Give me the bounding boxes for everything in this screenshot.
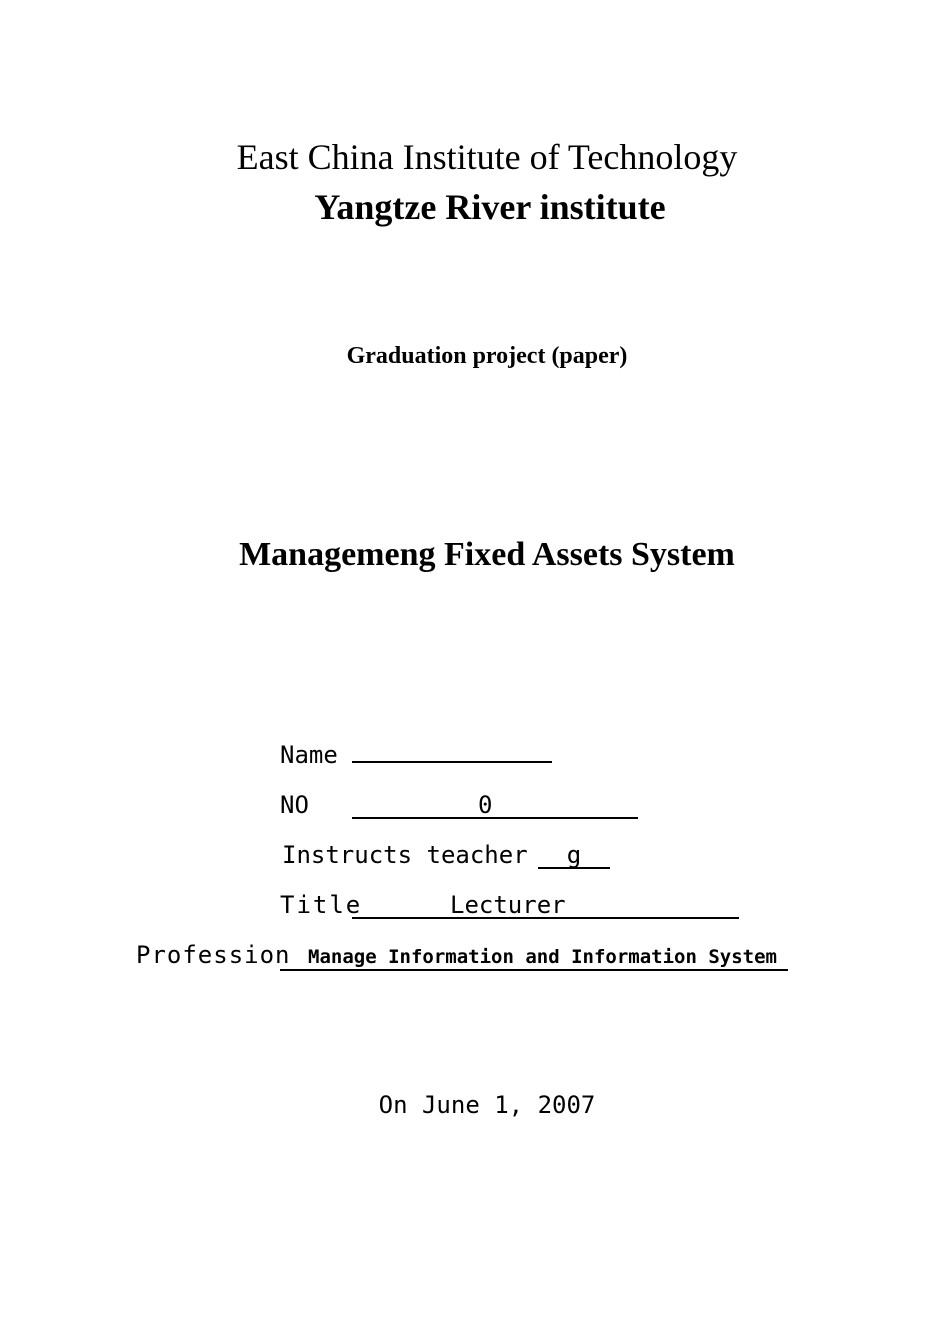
institute-name: East China Institute of Technology (236, 137, 738, 177)
teacher-value: g (538, 843, 610, 869)
title-label: Title (280, 891, 363, 919)
number-label: NO (280, 791, 309, 819)
profession-field-row (136, 940, 788, 971)
college-name: Yangtze River institute (314, 187, 666, 227)
title-value: Lecturer (352, 893, 739, 919)
number-value: 0 (352, 793, 638, 819)
name-label: Name (280, 741, 338, 769)
project-title: Managemeng Fixed Assets System (239, 536, 735, 573)
title-field-row (280, 890, 739, 920)
name-value (352, 761, 552, 763)
date-line: On June 1, 2007 (378, 1091, 596, 1119)
name-field-row (280, 740, 552, 770)
profession-value: Manage Information and Information System (280, 945, 788, 971)
teacher-label: Instructs teacher (282, 841, 528, 869)
document-type: Graduation project (paper) (346, 343, 628, 369)
teacher-field-row (282, 840, 610, 870)
profession-label: Profession (136, 941, 291, 969)
number-field-row (280, 790, 638, 820)
